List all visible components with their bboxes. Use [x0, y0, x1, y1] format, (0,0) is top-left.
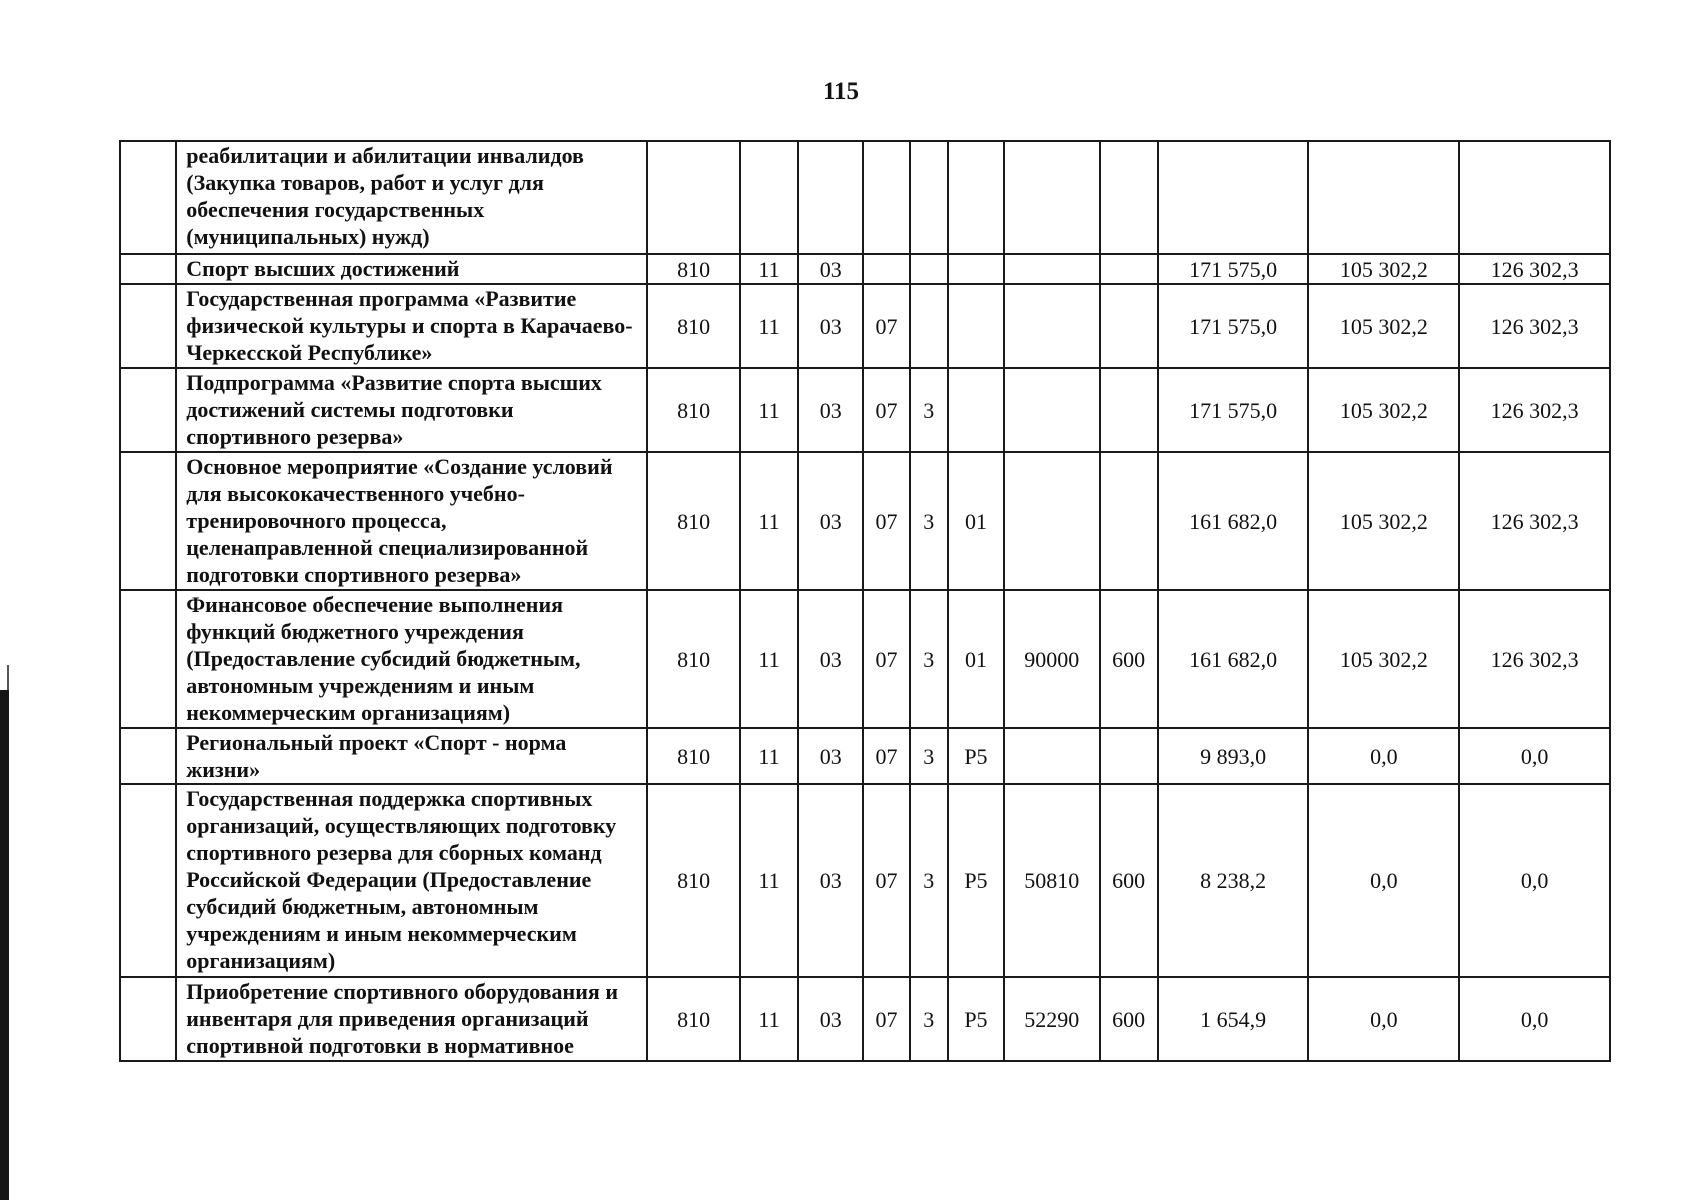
- amount-1-cell: 171 575,0: [1158, 254, 1309, 284]
- subprogram-code-cell: 3: [910, 784, 948, 977]
- row-number-cell: [120, 977, 176, 1061]
- item-name-cell: Региональный проект «Спорт - норма жизни»: [176, 728, 647, 784]
- item-name-cell: Спорт высших достижений: [176, 254, 647, 284]
- item-name-cell: реабилитации и абилитации инвалидов (Закупка товаров, работ и услуг для обеспечения государственных (муниципальных) нужд): [176, 141, 647, 254]
- admin-code-cell: 810: [647, 254, 739, 284]
- amount-2-cell: 105 302,2: [1308, 368, 1459, 452]
- table-row: [120, 784, 1610, 977]
- section-code-cell: 11: [740, 728, 798, 784]
- amount-1-cell: 161 682,0: [1158, 452, 1309, 590]
- row-number-cell: [120, 452, 176, 590]
- section-code-cell: [740, 141, 798, 254]
- expense-type-cell: [1100, 284, 1158, 368]
- budget-table: [119, 140, 1611, 1062]
- subsection-code-cell: 03: [798, 728, 863, 784]
- item-name-cell: Приобретение спортивного оборудования и инвентаря для приведения организаций спортивной подготовки в нормативное: [176, 977, 647, 1061]
- row-number-cell: [120, 141, 176, 254]
- subsection-code-cell: 03: [798, 784, 863, 977]
- subprogram-code-cell: 3: [910, 590, 948, 728]
- section-code-cell: 11: [740, 590, 798, 728]
- admin-code-cell: 810: [647, 977, 739, 1061]
- table-row: [120, 368, 1610, 452]
- program-code-cell: 07: [863, 368, 909, 452]
- amount-1-cell: 8 238,2: [1158, 784, 1309, 977]
- program-code-cell: [863, 254, 909, 284]
- amount-1-cell: 171 575,0: [1158, 284, 1309, 368]
- item-name-cell: Государственная программа «Развитие физической культуры и спорта в Карачаево-Черкесской Республике»: [176, 284, 647, 368]
- expense-type-cell: 600: [1100, 590, 1158, 728]
- section-code-cell: 11: [740, 784, 798, 977]
- table-row: [120, 452, 1610, 590]
- direction-code-cell: [1004, 284, 1099, 368]
- program-code-cell: 07: [863, 784, 909, 977]
- program-code-cell: 07: [863, 590, 909, 728]
- amount-1-cell: [1158, 141, 1309, 254]
- subsection-code-cell: 03: [798, 284, 863, 368]
- amount-2-cell: 0,0: [1308, 784, 1459, 977]
- subprogram-code-cell: [910, 284, 948, 368]
- subprogram-code-cell: [910, 141, 948, 254]
- event-code-cell: 01: [948, 452, 1004, 590]
- expense-type-cell: 600: [1100, 977, 1158, 1061]
- expense-type-cell: [1100, 728, 1158, 784]
- row-number-cell: [120, 368, 176, 452]
- section-code-cell: 11: [740, 977, 798, 1061]
- row-number-cell: [120, 784, 176, 977]
- expense-type-cell: [1100, 141, 1158, 254]
- table-row: [120, 728, 1610, 784]
- subsection-code-cell: 03: [798, 368, 863, 452]
- event-code-cell: P5: [948, 977, 1004, 1061]
- event-code-cell: [948, 284, 1004, 368]
- admin-code-cell: 810: [647, 284, 739, 368]
- expense-type-cell: 600: [1100, 784, 1158, 977]
- admin-code-cell: [647, 141, 739, 254]
- direction-code-cell: 50810: [1004, 784, 1099, 977]
- program-code-cell: [863, 141, 909, 254]
- subsection-code-cell: [798, 141, 863, 254]
- direction-code-cell: 52290: [1004, 977, 1099, 1061]
- row-number-cell: [120, 590, 176, 728]
- page-number: 115: [822, 78, 860, 105]
- amount-2-cell: 0,0: [1308, 977, 1459, 1061]
- admin-code-cell: 810: [647, 368, 739, 452]
- program-code-cell: 07: [863, 977, 909, 1061]
- event-code-cell: 01: [948, 590, 1004, 728]
- direction-code-cell: [1004, 254, 1099, 284]
- amount-3-cell: 126 302,3: [1459, 284, 1610, 368]
- item-name-cell: Государственная поддержка спортивных организаций, осуществляющих подготовку спортивного резерва для сборных команд Российской Федерации (Предоставление субсидий бюджетным, автономным учреждениям и иным некоммерческим организациям): [176, 784, 647, 977]
- scan-margin-bar: [0, 690, 9, 1200]
- subsection-code-cell: 03: [798, 452, 863, 590]
- direction-code-cell: [1004, 141, 1099, 254]
- amount-2-cell: 105 302,2: [1308, 284, 1459, 368]
- event-code-cell: [948, 141, 1004, 254]
- table-row: [120, 141, 1610, 254]
- amount-1-cell: 161 682,0: [1158, 590, 1309, 728]
- amount-2-cell: 105 302,2: [1308, 254, 1459, 284]
- amount-3-cell: [1459, 141, 1610, 254]
- table-row: [120, 590, 1610, 728]
- expense-type-cell: [1100, 452, 1158, 590]
- event-code-cell: P5: [948, 784, 1004, 977]
- direction-code-cell: [1004, 728, 1099, 784]
- subprogram-code-cell: 3: [910, 728, 948, 784]
- event-code-cell: P5: [948, 728, 1004, 784]
- section-code-cell: 11: [740, 254, 798, 284]
- program-code-cell: 07: [863, 452, 909, 590]
- amount-2-cell: 0,0: [1308, 728, 1459, 784]
- event-code-cell: [948, 254, 1004, 284]
- amount-3-cell: 126 302,3: [1459, 590, 1610, 728]
- program-code-cell: 07: [863, 728, 909, 784]
- amount-2-cell: [1308, 141, 1459, 254]
- event-code-cell: [948, 368, 1004, 452]
- subsection-code-cell: 03: [798, 254, 863, 284]
- subprogram-code-cell: 3: [910, 977, 948, 1061]
- subprogram-code-cell: [910, 254, 948, 284]
- section-code-cell: 11: [740, 368, 798, 452]
- amount-1-cell: 9 893,0: [1158, 728, 1309, 784]
- item-name-cell: Подпрограмма «Развитие спорта высших достижений системы подготовки спортивного резерва»: [176, 368, 647, 452]
- program-code-cell: 07: [863, 284, 909, 368]
- direction-code-cell: [1004, 452, 1099, 590]
- section-code-cell: 11: [740, 452, 798, 590]
- table-row: [120, 254, 1610, 284]
- section-code-cell: 11: [740, 284, 798, 368]
- item-name-cell: Финансовое обеспечение выполнения функций бюджетного учреждения (Предоставление субсидий бюджетным, автономным учреждениям и иным некоммерческим организациям): [176, 590, 647, 728]
- table-row: [120, 284, 1610, 368]
- subprogram-code-cell: 3: [910, 368, 948, 452]
- expense-type-cell: [1100, 254, 1158, 284]
- direction-code-cell: 90000: [1004, 590, 1099, 728]
- amount-3-cell: 0,0: [1459, 977, 1610, 1061]
- amount-1-cell: 171 575,0: [1158, 368, 1309, 452]
- amount-1-cell: 1 654,9: [1158, 977, 1309, 1061]
- amount-3-cell: 126 302,3: [1459, 368, 1610, 452]
- amount-2-cell: 105 302,2: [1308, 452, 1459, 590]
- row-number-cell: [120, 254, 176, 284]
- item-name-cell: Основное мероприятие «Создание условий для высококачественного учебно-тренировочного процесса, целенаправленной специализированной подготовки спортивного резерва»: [176, 452, 647, 590]
- amount-3-cell: 126 302,3: [1459, 254, 1610, 284]
- amount-3-cell: 0,0: [1459, 728, 1610, 784]
- admin-code-cell: 810: [647, 784, 739, 977]
- subprogram-code-cell: 3: [910, 452, 948, 590]
- subsection-code-cell: 03: [798, 977, 863, 1061]
- row-number-cell: [120, 728, 176, 784]
- admin-code-cell: 810: [647, 452, 739, 590]
- row-number-cell: [120, 284, 176, 368]
- amount-3-cell: 0,0: [1459, 784, 1610, 977]
- admin-code-cell: 810: [647, 590, 739, 728]
- subsection-code-cell: 03: [798, 590, 863, 728]
- amount-2-cell: 105 302,2: [1308, 590, 1459, 728]
- table-row: [120, 977, 1610, 1061]
- direction-code-cell: [1004, 368, 1099, 452]
- amount-3-cell: 126 302,3: [1459, 452, 1610, 590]
- expense-type-cell: [1100, 368, 1158, 452]
- admin-code-cell: 810: [647, 728, 739, 784]
